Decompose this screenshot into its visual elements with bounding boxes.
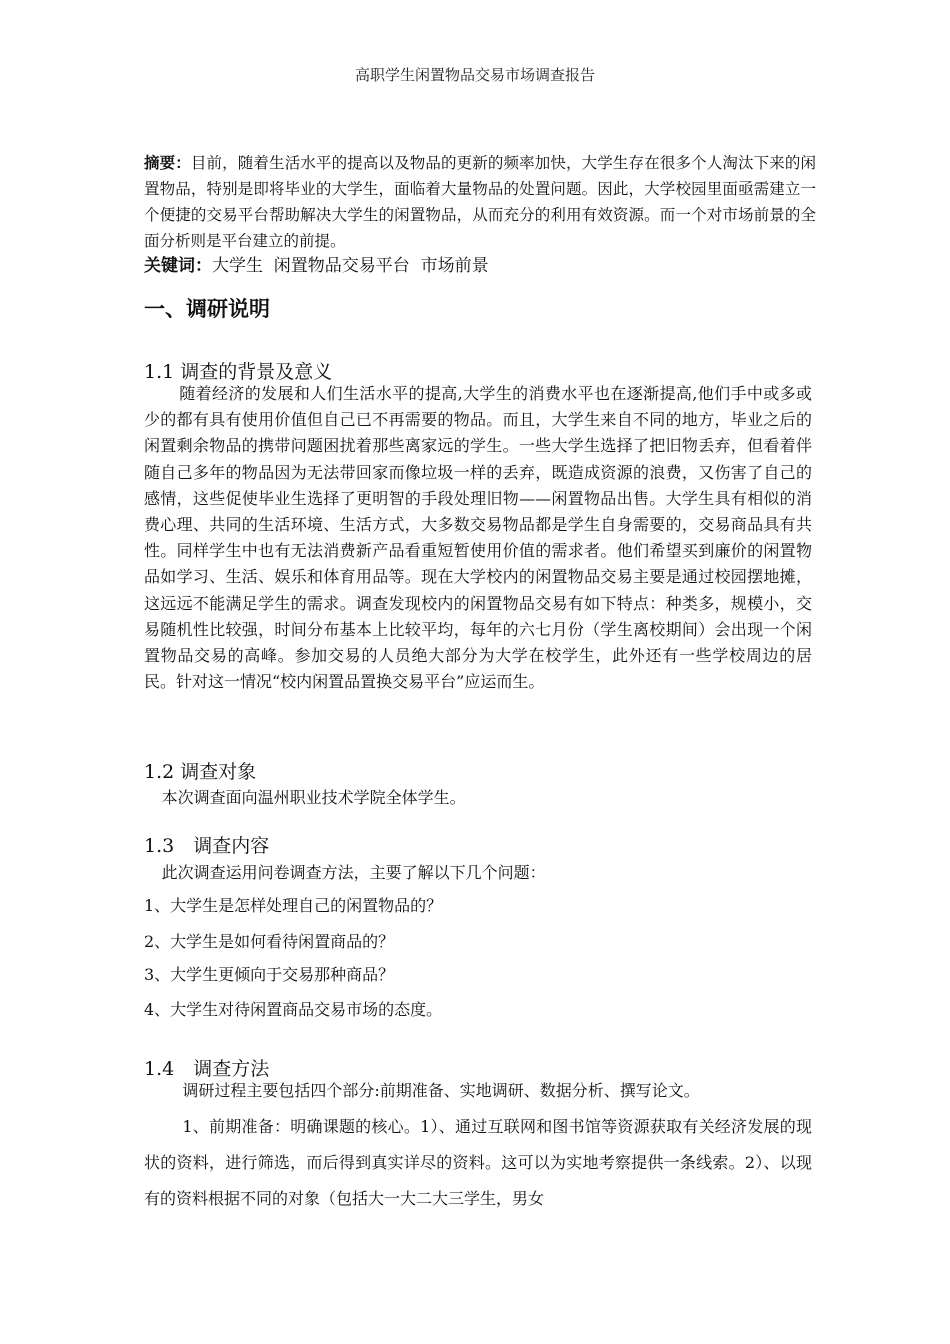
subsection-title-1-1: 1.1 调查的背景及意义 [144,361,333,383]
keywords-text: 大学生 闲置物品交易平台 市场前景 [212,256,489,276]
keywords [144,251,816,276]
subsection-title-1-3: 1.3 调查内容 [144,835,270,857]
content-paragraph: 此次调查运用问卷调查方法，主要了解以下几个问题： [161,863,546,882]
list-item: 1、大学生是怎样处理自己的闲置物品的？ [144,896,443,915]
abstract [144,150,816,254]
subsection-title-1-2: 1.2 调查对象 [144,761,257,783]
list-item: 2、大学生是如何看待闲置商品的？ [144,932,395,951]
abstract-label: 摘要： [144,154,191,172]
method-paragraph: 1、前期准备：明确课题的核心。1）、通过互联网和图书馆等资源获取有关经济发展的现状的资料，进行筛选，而后得到真实详尽的资料。这可以为实地考察提供一条线索。2）、以现有的资料根据不同的对象（包括大一大二大三学生，男女 [144,1117,812,1208]
background-paragraph: 随着经济的发展和人们生活水平的提高,大学生的消费水平也在逐渐提高,他们手中或多或少的都有具有使用价值但自己已不再需要的物品。而且，大学生来自不同的地方，毕业之后的闲置剩余物品的携带问题困扰着那些离家远的学生。一些大学生选择了把旧物丢弃，但看着伴随自己多年的物品因为无法带回家而像垃圾一样的丢弃，既造成资源的浪费，又伤害了自己的感情，这些促使毕业生选择了更明智的手段处理旧物——闲置物品出售。大学生具有相似的消费心理、共同的生活环境、生活方式，大多数交易物品都是学生自身需要的，交易商品具有共性。同样学生中也有无法消费新产品看重短暂使用价值的需求者。他们希望买到廉价的闲置物品如学习、生活、娱乐和体育用品等。现在大学校内的闲置物品交易主要是通过校园摆地摊，这远远不能满足学生的需求。调查发现校内的闲置物品交易有如下特点：种类多，规模小，交易随机性比较强，时间分布基本上比较平均，每年的六七月份（学生离校期间）会出现一个闲置物品交易的高峰。参加交易的人员绝大部分为大学在校学生，此外还有一些学校周边的居民。针对这一情况“校内闲置品置换交易平台”应运而生。 [144,384,812,692]
page-header: 高职学生闲置物品交易市场调查报告 [354,66,595,84]
method-intro-paragraph: 调研过程主要包括四个部分:前期准备、实地调研、数据分析、撰写论文。 [182,1081,700,1100]
list-item: 4、大学生对待闲置商品交易市场的态度。 [144,1000,443,1019]
keywords-label: 关键词： [144,256,212,276]
list-item: 3、大学生更倾向于交易那种商品？ [144,965,395,984]
object-paragraph: 本次调查面向温州职业技术学院全体学生。 [161,788,466,807]
subsection-title-1-4: 1.4 调查方法 [144,1058,270,1080]
abstract-text: 目前，随着生活水平的提高以及物品的更新的频率加快，大学生存在很多个人淘汰下来的闲置物品，特别是即将毕业的大学生，面临着大量物品的处置问题。因此，大学校园里面亟需建立一个便捷的交易平台帮助解决大学生的闲置物品，从而充分的利用有效资源。而一个对市场前景的全面分析则是平台建立的前提。 [144,154,816,250]
section-title: 一、调研说明 [144,297,270,321]
